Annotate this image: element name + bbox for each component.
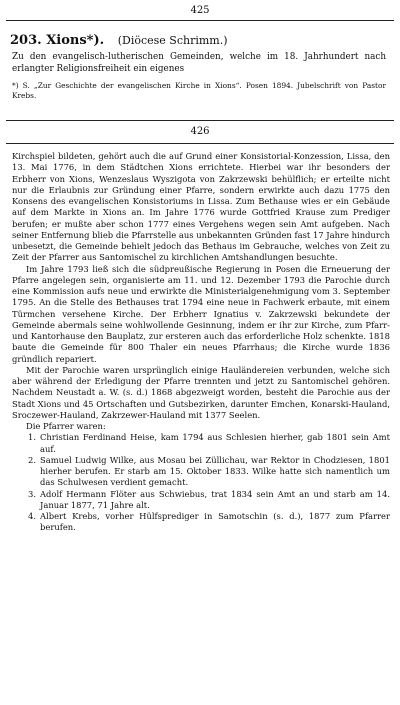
pastors-label: Die Pfarrer waren:	[26, 421, 106, 431]
entry-title: 203. Xions*).	[10, 33, 105, 48]
paragraph-2: Im Jahre 1793 ließ sich die südpreußische Regierung in Posen die Erneuerung der Pfarre angelegen sein, organisierte am 11. und 12. Dezember 1793 die Parochie durch eine Kommission aufs neue und erwirkte die Ministerialgenehmigung vom 3. September 1795. An die Stelle des Bethauses trat 1794 eine neue in Fachwerk erbaute, mit einem Türmchen versehene Kirche. Der Erbherr Ignatius v. Zakrzewski bekundete der Gemeinde abermals seine wohlwollende Gesinnung, indem er ihr zur Kirche, zum Pfarr- und Kantorhause den Bauplatz, zur ersteren auch das erforderliche Holz schenkte. 1818 baute die Gemeinde für 800 Thaler ein neues Pfarrhaus; die Kirche wurde 1836 gründlich repariert.	[12, 263, 390, 364]
paragraph-3: Mit der Parochie waren ursprünglich einige Hauländereien verbunden, welche sich aber während der Erledigung der Pfarre trennten und jetzt zu Santomischel gehören. Nachdem Neustadt a. W. (s. d.) 1868 abgezweigt worden, besteht die Parochie aus der Stadt Xions und 45 Ortschaften und Gutsbezirken, darunter Emchen, Konarski-Hauland, Sroczewer-Hauland, Zakrzewer-Hauland mit 1377 Seelen.	[12, 364, 390, 420]
pastors-list	[12, 432, 390, 533]
page-separator	[6, 120, 394, 121]
entry-footnote: *) S. „Zur Geschichte der evangelischen Kirche in Xions“. Posen 1894. Jubelschrift von Pastor Krebs.	[12, 81, 386, 100]
list-item: 2. Samuel Ludwig Wilke, aus Mosau bei Züllichau, war Rektor in Chodziesen, 1801 hierher berufen. Er starb am 15. Oktober 1833. Wilke hatte sich namentlich um das Schulwesen verdient gemacht.	[28, 454, 390, 488]
list-item: 1. Christian Ferdinand Heise, kam 1794 aus Schlesien hierher, gab 1801 sein Amt auf.	[28, 432, 390, 454]
entry-intro: Zu den evangelisch-lutherischen Gemeinden, welche im 18. Jahrhundert nach erlangter Religionsfreiheit ein eigenes	[12, 52, 386, 74]
header-rule	[6, 20, 394, 21]
page-number-bottom: 426	[190, 126, 210, 137]
entry-diocese: (Diöcese Schrimm.)	[117, 34, 228, 47]
page-body	[12, 151, 390, 534]
entry-heading	[10, 33, 390, 48]
header-rule-2	[6, 143, 394, 144]
list-item: 4. Albert Krebs, vorher Hülfsprediger in Samotschin (s. d.), 1877 zum Pfarrer berufen.	[28, 511, 390, 533]
page-number-top: 425	[190, 5, 210, 16]
paragraph-1: Kirchspiel bildeten, gehört auch die auf Grund einer Konsistorial-Konzession, Lissa, den 13. Mai 1776, in dem Städtchen Xions errichtete. Hierbei war ihr besonders der Erbherr von Xions, Wenzeslaus Wyszigota von Zakrzewski behülflich; er erteilte nicht nur die Erlaubnis zur Gründung einer Pfarre, sondern erwirkte auch dazu 1775 den Konsens des evangelischen Konsistoriums in Lissa. Zum Bethause wies er ein Gebäude auf dem Markte in Xions an. Im Jahre 1776 wurde Gottfried Krause zum Prediger berufen; er mußte aber schon 1777 eines Vergehens wegen sein Amt aufgeben. Nach seiner Entfernung blieb die Pfarrstelle aus unbekannten Gründen fast 17 Jahre hindurch unbesetzt, die Gemeinde behielt jedoch das Bethaus im Gebrauche, welches von Zeit zu Zeit der Pfarrer aus Santomischel zu kirchlichen Amtshandlungen besuchte.	[12, 151, 390, 263]
list-item: 3. Adolf Hermann Flöter aus Schwiebus, trat 1834 sein Amt an und starb am 14. Januar 1877, 71 Jahre alt.	[28, 488, 390, 510]
